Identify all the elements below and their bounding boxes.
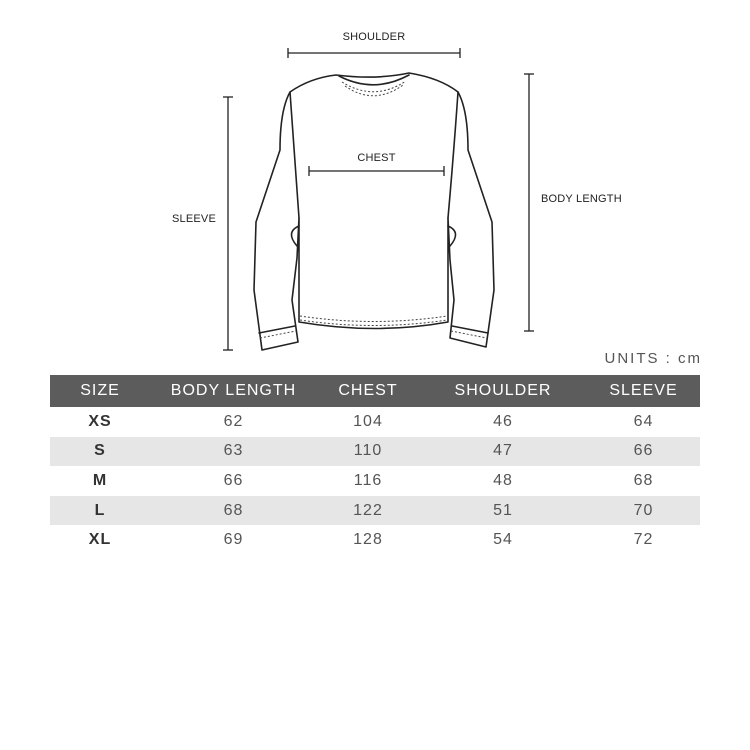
shoulder-cell: 46 (493, 412, 513, 430)
body-length-cell: 69 (223, 531, 244, 549)
sweater-outline (254, 73, 494, 350)
left-armhole-seam (290, 92, 299, 218)
header-chest: CHEST (317, 375, 419, 407)
header-shoulder: SHOULDER (419, 375, 587, 407)
size-cell: L (50, 496, 150, 526)
header-sleeve: SLEEVE (587, 375, 700, 407)
sleeve-cell: 70 (587, 496, 700, 526)
shoulder-cell: 47 (419, 437, 587, 467)
right-cuff-line (452, 326, 488, 333)
chest-cell: 122 (317, 496, 419, 526)
size-cell: XS (88, 412, 112, 430)
sleeve-cell: 72 (633, 531, 654, 549)
chest-cell: 128 (353, 531, 383, 549)
chest-cell: 116 (353, 471, 383, 489)
table-row (50, 496, 700, 526)
size-cell: XL (88, 531, 112, 549)
sleeve-dimension-line (223, 97, 233, 350)
body-length-cell: 62 (223, 412, 244, 430)
size-cell: S (50, 437, 150, 467)
sleeve-cell: 66 (587, 437, 700, 467)
header-size: SIZE (50, 375, 150, 407)
body-length-dimension-line (524, 74, 534, 331)
table-row (50, 525, 700, 555)
chest-cell: 104 (353, 412, 383, 430)
sleeve-cell: 64 (633, 412, 654, 430)
table-row (50, 437, 700, 467)
shoulder-label: SHOULDER (342, 31, 406, 43)
chest-label: CHEST (357, 152, 396, 164)
left-cuff-line (259, 326, 295, 333)
body-length-cell: 68 (150, 496, 317, 526)
shoulder-cell: 48 (493, 471, 513, 489)
shoulder-cell: 51 (419, 496, 587, 526)
chest-dimension-line (309, 166, 444, 176)
sleeve-cell: 68 (633, 471, 654, 489)
table-row (50, 407, 700, 437)
body-length-cell: 66 (223, 471, 244, 489)
size-chart-table (50, 375, 700, 555)
body-length-label: BODY LENGTH (541, 193, 622, 205)
sleeve-label: SLEEVE (172, 213, 217, 225)
hem-stitch (300, 316, 447, 322)
units-label: UNITS : cm (604, 350, 702, 367)
garment-diagram (0, 0, 750, 360)
shoulder-dimension-line (288, 48, 460, 58)
chest-cell: 110 (317, 437, 419, 467)
body-length-cell: 63 (150, 437, 317, 467)
collar-stitch (342, 81, 406, 92)
header-body-length: BODY LENGTH (150, 375, 317, 407)
size-cell: M (92, 471, 108, 489)
sweater-illustration (0, 0, 750, 360)
shoulder-cell: 54 (493, 531, 513, 549)
collar-stitch-inner (345, 85, 403, 96)
table-row (50, 466, 700, 496)
table-header-row (50, 375, 700, 407)
right-armhole-seam (448, 92, 458, 218)
